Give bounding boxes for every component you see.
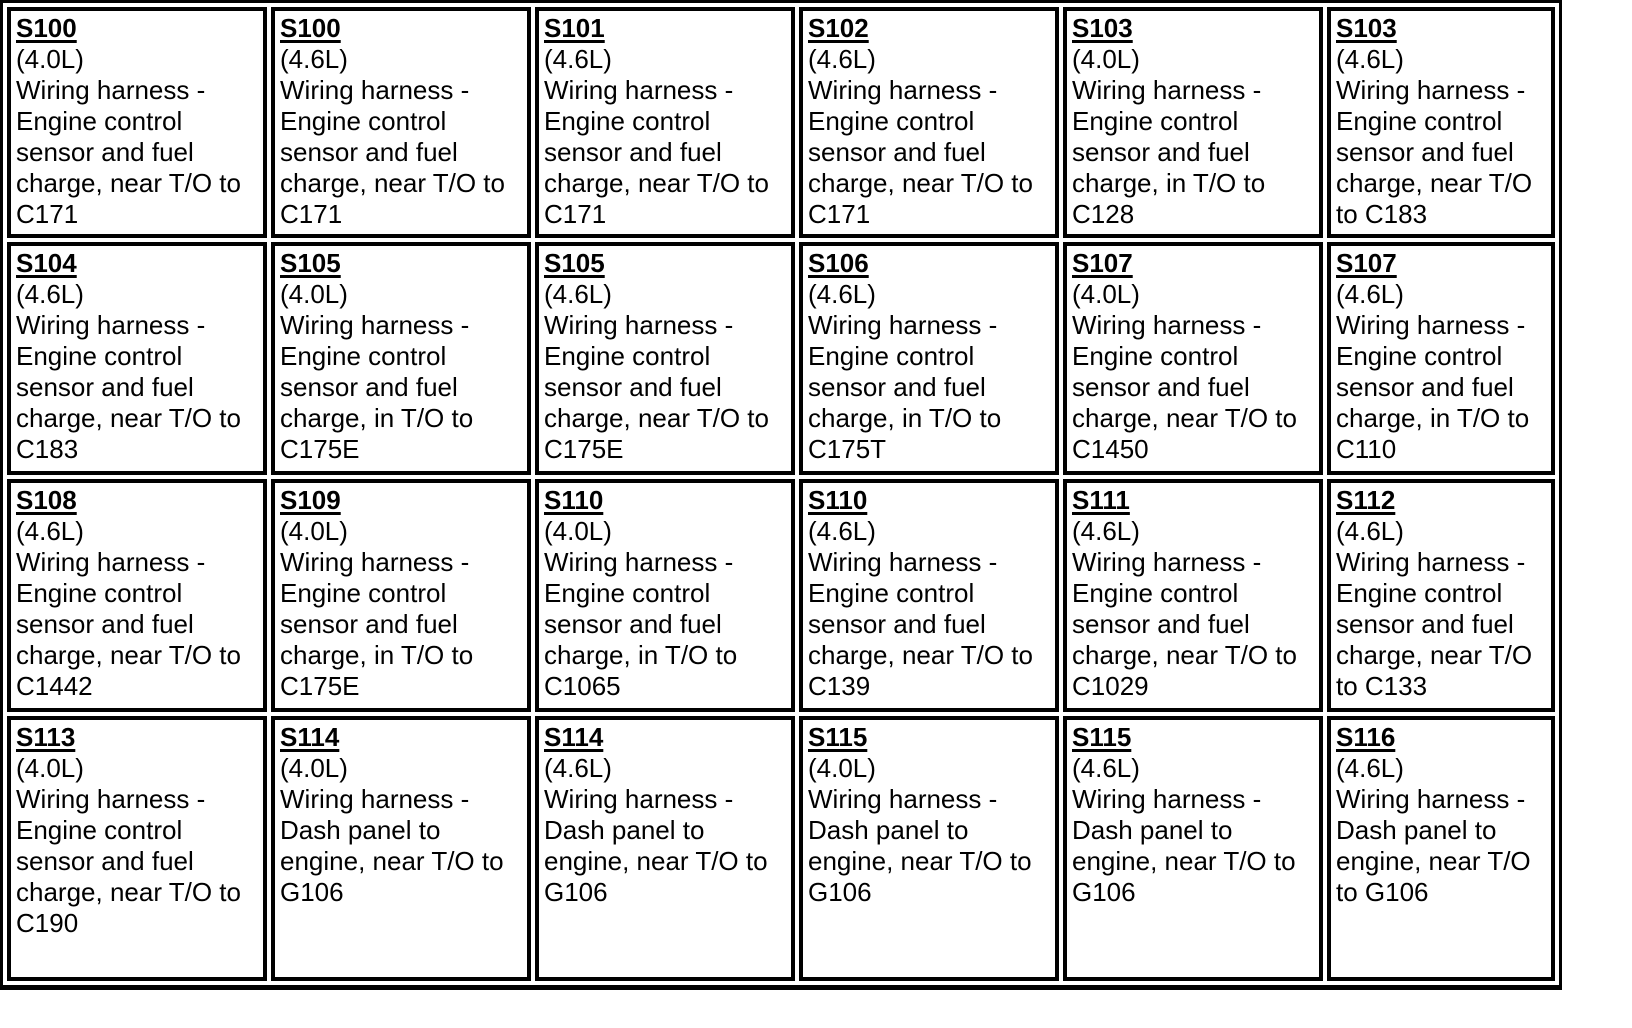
splice-id-line (280, 13, 523, 44)
splice-id-line (280, 722, 523, 753)
engine-size-label: (4.6L) (1336, 516, 1404, 546)
splice-id-link[interactable]: S115 (808, 722, 868, 752)
splice-id-link[interactable]: S100 (280, 13, 341, 43)
splice-id-line (1072, 248, 1315, 279)
splice-id-link[interactable]: S113 (16, 722, 76, 752)
engine-size-label: (4.6L) (280, 44, 348, 74)
splice-id-line (1072, 13, 1315, 44)
engine-size-label: (4.6L) (544, 279, 612, 309)
splice-cell (7, 479, 267, 712)
splice-cell (535, 7, 795, 238)
splice-id-line (808, 722, 1051, 753)
splice-id-link[interactable]: S109 (280, 485, 341, 515)
splice-description: Wiring harness - Engine control sensor and fuel charge, near T/O to C1442 (16, 547, 241, 701)
splice-id-link[interactable]: S111 (1072, 485, 1130, 515)
splice-cell (7, 242, 267, 475)
splice-id-line (16, 485, 259, 516)
splice-id-line (1336, 13, 1547, 44)
splice-id-link[interactable]: S114 (280, 722, 340, 752)
splice-cell (1327, 7, 1555, 238)
splice-id-link[interactable]: S114 (544, 722, 604, 752)
splice-description: Wiring harness - Dash panel to engine, near T/O to G106 (1072, 784, 1296, 907)
splice-id-link[interactable]: S115 (1072, 722, 1132, 752)
engine-size-label: (4.0L) (1072, 279, 1140, 309)
splice-id-line (544, 248, 787, 279)
splice-id-link[interactable]: S105 (280, 248, 341, 278)
splice-id-link[interactable]: S110 (544, 485, 604, 515)
splice-description: Wiring harness - Engine control sensor and fuel charge, in T/O to C110 (1336, 310, 1530, 464)
splice-description: Wiring harness - Engine control sensor and fuel charge, near T/O to C171 (280, 75, 505, 229)
engine-size-label: (4.6L) (1336, 279, 1404, 309)
splice-description: Wiring harness - Engine control sensor and fuel charge, near T/O to C139 (808, 547, 1033, 701)
splice-id-link[interactable]: S102 (808, 13, 869, 43)
splice-id-line (1336, 485, 1547, 516)
engine-size-label: (4.6L) (544, 753, 612, 783)
engine-size-label: (4.0L) (544, 516, 612, 546)
splice-description: Wiring harness - Engine control sensor and fuel charge, near T/O to C190 (16, 784, 241, 938)
splice-cell (1063, 479, 1323, 712)
splice-id-link[interactable]: S106 (808, 248, 869, 278)
splice-description: Wiring harness - Engine control sensor and fuel charge, near T/O to C175E (544, 310, 769, 464)
splice-id-line (544, 485, 787, 516)
engine-size-label: (4.6L) (808, 279, 876, 309)
splice-description: Wiring harness - Engine control sensor and fuel charge, in T/O to C175E (280, 547, 474, 701)
splice-cell (1063, 7, 1323, 238)
engine-size-label: (4.6L) (808, 516, 876, 546)
table-row (7, 242, 1555, 475)
engine-size-label: (4.0L) (16, 753, 84, 783)
splice-id-line (16, 13, 259, 44)
table-row (7, 7, 1555, 238)
engine-size-label: (4.6L) (1336, 753, 1404, 783)
splice-description: Wiring harness - Dash panel to engine, near T/O to G106 (280, 784, 504, 907)
engine-size-label: (4.6L) (1336, 44, 1404, 74)
splice-cell (7, 716, 267, 981)
splice-id-line (16, 722, 259, 753)
splice-id-line (1336, 722, 1547, 753)
splice-id-line (808, 485, 1051, 516)
splice-description: Wiring harness - Dash panel to engine, near T/O to G106 (1336, 784, 1531, 907)
splice-description: Wiring harness - Dash panel to engine, near T/O to G106 (544, 784, 768, 907)
engine-size-label: (4.6L) (16, 516, 84, 546)
splice-id-link[interactable]: S100 (16, 13, 77, 43)
splice-id-line (280, 485, 523, 516)
splice-id-link[interactable]: S112 (1336, 485, 1396, 515)
engine-size-label: (4.6L) (808, 44, 876, 74)
splice-cell (1063, 242, 1323, 475)
splice-id-link[interactable]: S107 (1072, 248, 1133, 278)
engine-size-label: (4.0L) (1072, 44, 1140, 74)
splice-cell (271, 716, 531, 981)
engine-size-label: (4.0L) (808, 753, 876, 783)
engine-size-label: (4.0L) (280, 279, 348, 309)
splice-description: Wiring harness - Engine control sensor and fuel charge, near T/O to C1029 (1072, 547, 1297, 701)
splice-cell (7, 7, 267, 238)
splice-description: Wiring harness - Engine control sensor and fuel charge, near T/O to C183 (16, 310, 241, 464)
splice-id-link[interactable]: S110 (808, 485, 868, 515)
splice-id-line (16, 248, 259, 279)
engine-size-label: (4.6L) (1072, 516, 1140, 546)
splice-id-line (1336, 248, 1547, 279)
splice-description: Wiring harness - Engine control sensor and fuel charge, near T/O to C1450 (1072, 310, 1297, 464)
table-row (7, 479, 1555, 712)
splice-id-link[interactable]: S116 (1336, 722, 1396, 752)
table-row (7, 716, 1555, 981)
engine-size-label: (4.6L) (1072, 753, 1140, 783)
splice-cell (1063, 716, 1323, 981)
engine-size-label: (4.0L) (280, 753, 348, 783)
splice-id-link[interactable]: S108 (16, 485, 77, 515)
engine-size-label: (4.0L) (16, 44, 84, 74)
splice-cell (535, 242, 795, 475)
splice-cell (271, 242, 531, 475)
splice-id-line (544, 13, 787, 44)
splice-id-link[interactable]: S101 (544, 13, 605, 43)
splice-cell (799, 7, 1059, 238)
splice-description: Wiring harness - Engine control sensor and fuel charge, near T/O to C133 (1336, 547, 1533, 701)
engine-size-label: (4.6L) (544, 44, 612, 74)
engine-size-label: (4.0L) (280, 516, 348, 546)
splice-id-line (1072, 722, 1315, 753)
splice-cell (271, 479, 531, 712)
splice-id-line (808, 13, 1051, 44)
splice-description: Wiring harness - Engine control sensor and fuel charge, in T/O to C1065 (544, 547, 738, 701)
engine-size-label: (4.6L) (16, 279, 84, 309)
splice-cell (799, 716, 1059, 981)
splice-id-line (808, 248, 1051, 279)
splice-description: Wiring harness - Engine control sensor and fuel charge, in T/O to C175T (808, 310, 1002, 464)
splice-description: Wiring harness - Dash panel to engine, near T/O to G106 (808, 784, 1032, 907)
splice-id-line (544, 722, 787, 753)
splice-id-line (280, 248, 523, 279)
splice-cell (535, 716, 795, 981)
splice-description: Wiring harness - Engine control sensor and fuel charge, in T/O to C128 (1072, 75, 1266, 229)
splice-cell (799, 242, 1059, 475)
splice-table-body (7, 7, 1555, 981)
splice-description: Wiring harness - Engine control sensor and fuel charge, near T/O to C183 (1336, 75, 1533, 229)
splice-cell (535, 479, 795, 712)
splice-description: Wiring harness - Engine control sensor and fuel charge, near T/O to C171 (808, 75, 1033, 229)
splice-id-link[interactable]: S103 (1336, 13, 1397, 43)
splice-cell (1327, 479, 1555, 712)
splice-cell (799, 479, 1059, 712)
splice-id-link[interactable]: S107 (1336, 248, 1397, 278)
splice-id-line (1072, 485, 1315, 516)
splice-description: Wiring harness - Engine control sensor and fuel charge, in T/O to C175E (280, 310, 474, 464)
splice-id-link[interactable]: S105 (544, 248, 605, 278)
splice-cell (1327, 716, 1555, 981)
splice-description: Wiring harness - Engine control sensor and fuel charge, near T/O to C171 (544, 75, 769, 229)
splice-cell (271, 7, 531, 238)
splice-id-link[interactable]: S103 (1072, 13, 1133, 43)
splice-id-link[interactable]: S104 (16, 248, 77, 278)
splice-description: Wiring harness - Engine control sensor and fuel charge, near T/O to C171 (16, 75, 241, 229)
splice-cell (1327, 242, 1555, 475)
